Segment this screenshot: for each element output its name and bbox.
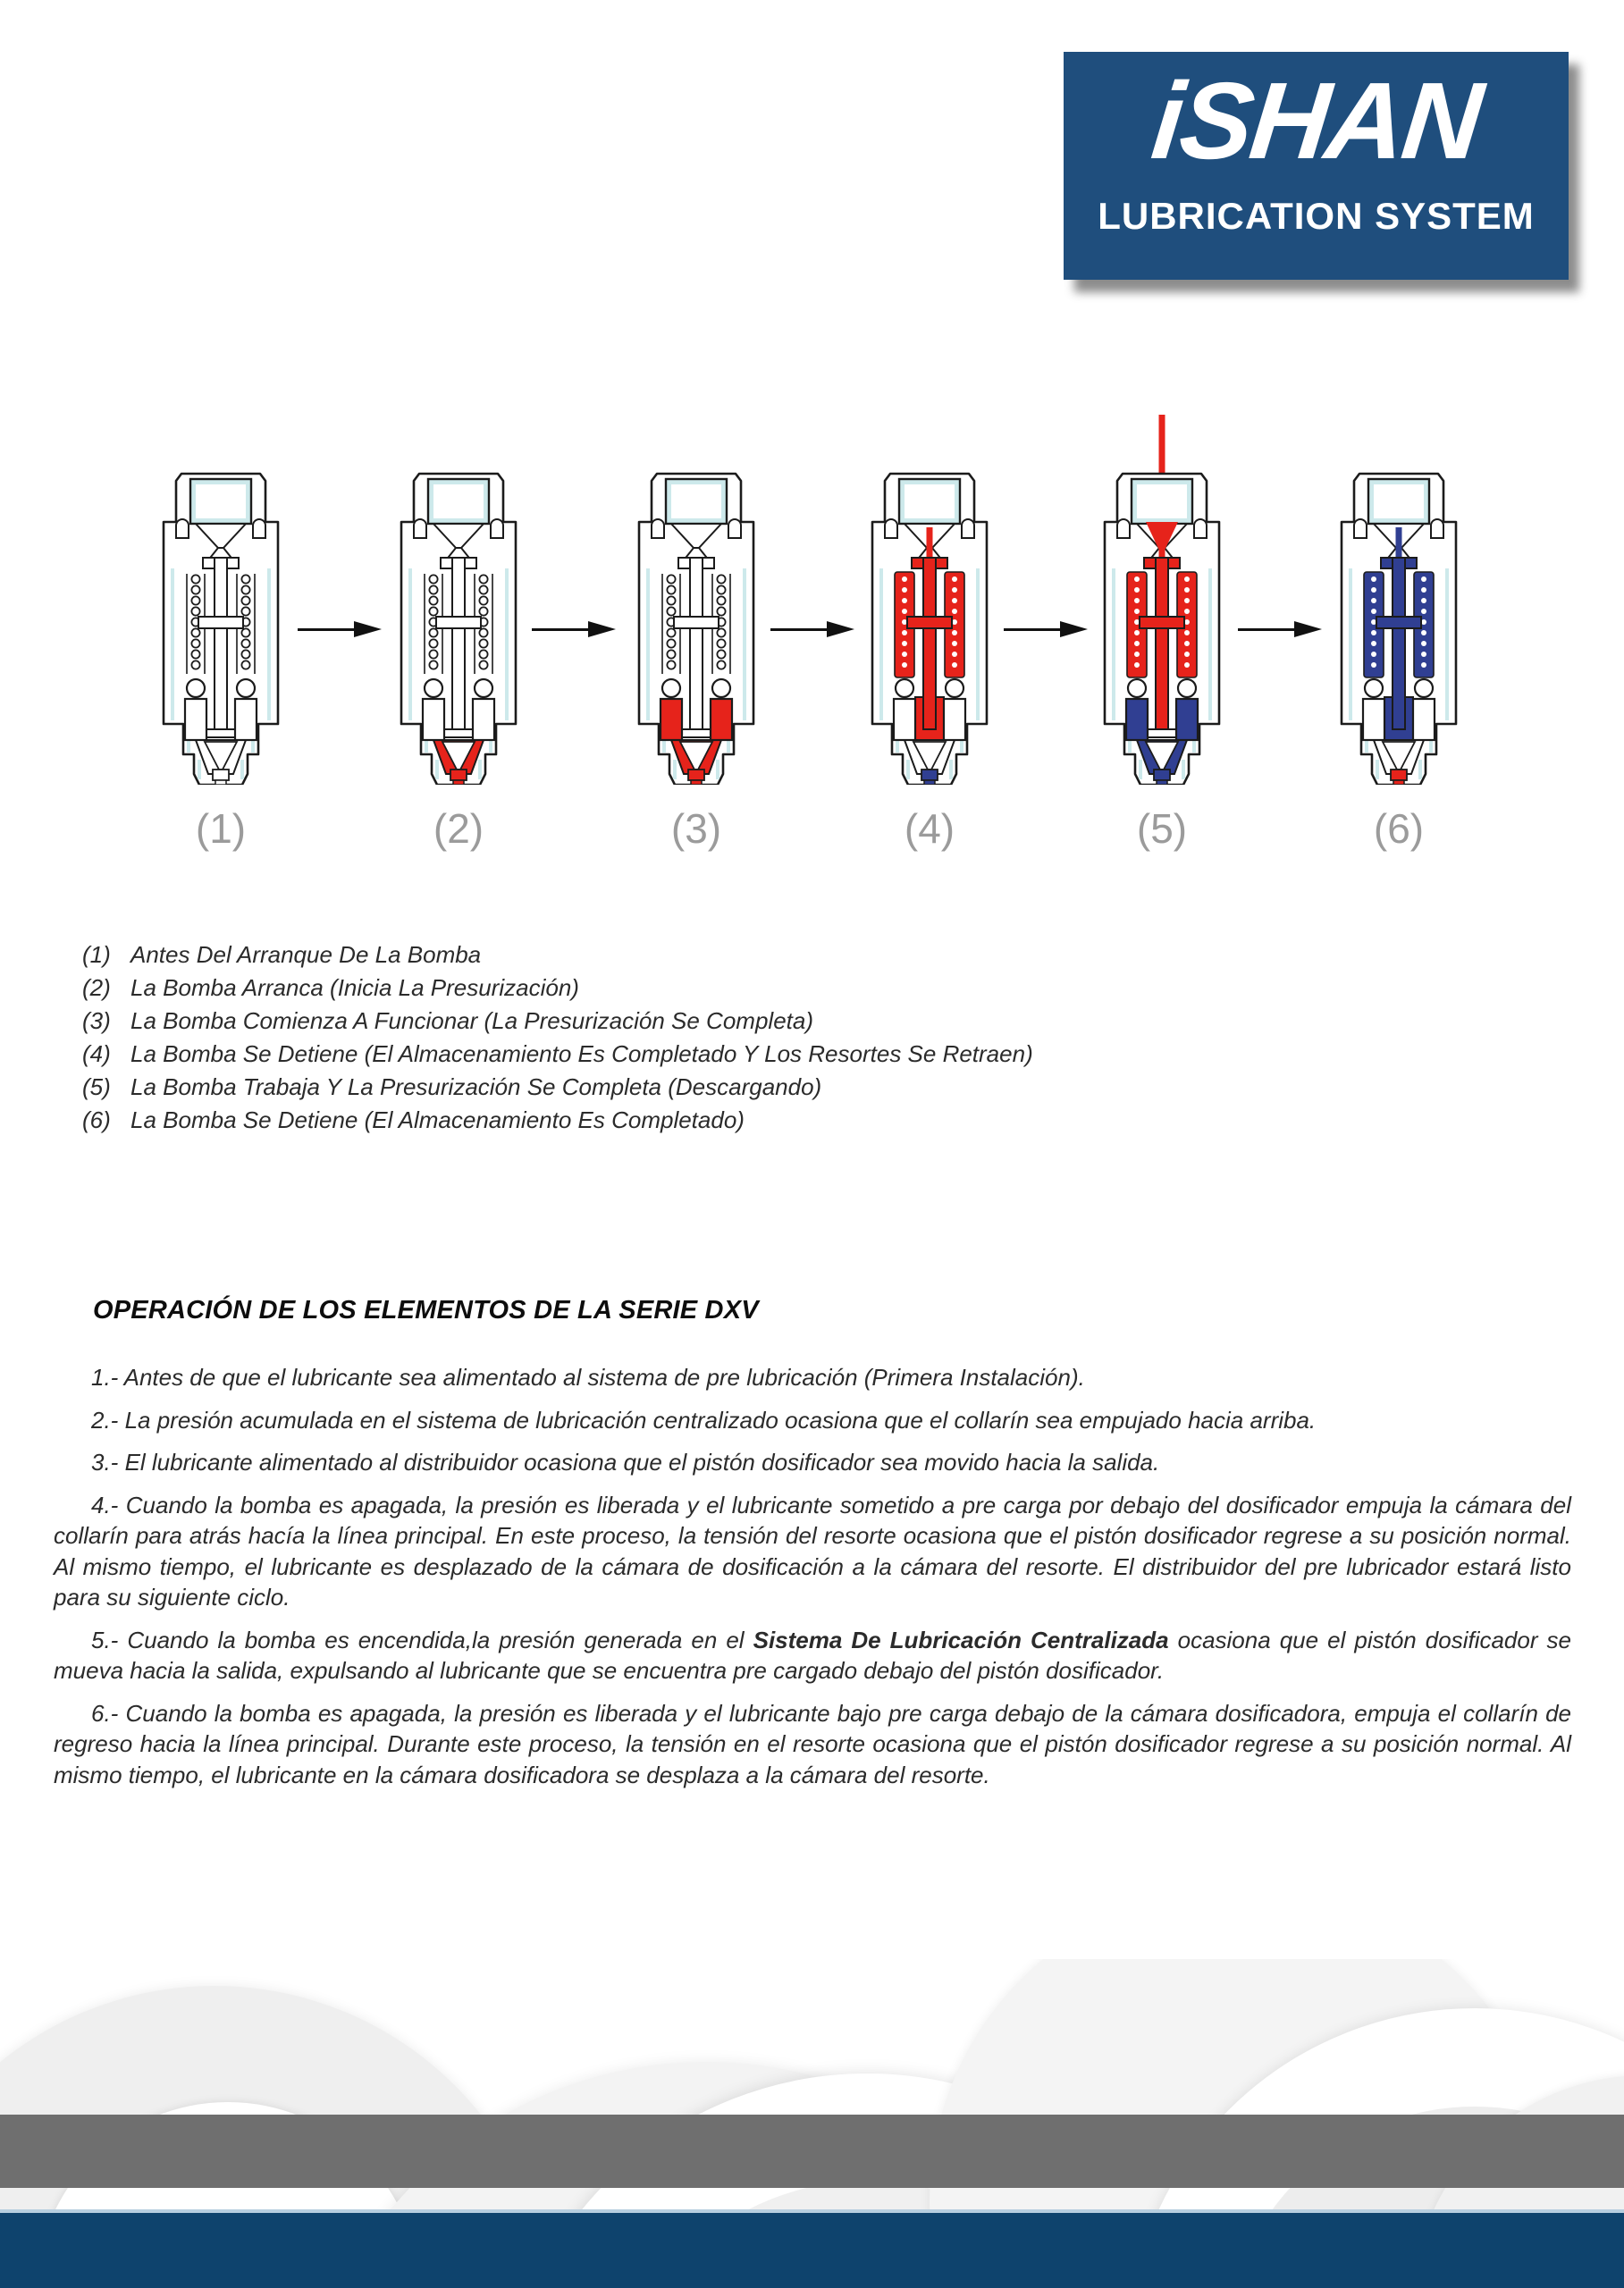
valve-cross-section xyxy=(634,411,759,785)
stage-label-2: (2) xyxy=(433,805,484,852)
list-item-number: (1) xyxy=(82,941,111,968)
valve-cross-section xyxy=(396,411,521,785)
footer-navy-bar xyxy=(0,2213,1624,2288)
valve-stage-1 xyxy=(158,411,283,785)
list-item xyxy=(82,1104,1033,1137)
valve-stage-5 xyxy=(1099,411,1224,785)
list-item xyxy=(82,1038,1033,1071)
flow-arrow-icon xyxy=(770,621,855,637)
stage-legend-list xyxy=(82,938,1033,1137)
list-item xyxy=(82,1071,1033,1104)
flow-arrow-icon xyxy=(298,621,383,637)
list-item-text: Antes Del Arranque De La Bomba xyxy=(130,941,482,968)
list-item-text: La Bomba Se Detiene (El Almacenamiento Es Completado) xyxy=(130,1106,745,1133)
valve-stage-4 xyxy=(867,411,992,785)
paragraph: 2.- La presión acumulada en el sistema de lubricación centralizado ocasiona que el collarín sea empujado hacia arriba. xyxy=(91,1406,1317,1434)
list-item-text: La Bomba Se Detiene (El Almacenamiento Es Completado Y Los Resortes Se Retraen) xyxy=(130,1040,1033,1067)
list-item xyxy=(82,938,1033,972)
flow-arrow-icon xyxy=(532,621,617,637)
list-item-number: (6) xyxy=(82,1106,111,1133)
flow-arrow-icon xyxy=(1004,621,1089,637)
flow-arrow-icon xyxy=(1238,621,1323,637)
list-item-text: La Bomba Trabaja Y La Presurización Se Completa (Descargando) xyxy=(130,1073,822,1100)
stage-label-3: (3) xyxy=(670,805,722,852)
list-item xyxy=(82,1005,1033,1038)
paragraph: 3.- El lubricante alimentado al distribuidor ocasiona que el pistón dosificador sea movido hacia la salida. xyxy=(91,1449,1160,1476)
list-item-number: (2) xyxy=(82,974,111,1001)
section-heading: OPERACIÓN DE LOS ELEMENTOS DE LA SERIE DXV xyxy=(93,1296,759,1325)
stage-label-4: (4) xyxy=(904,805,955,852)
list-item-text: La Bomba Comienza A Funcionar (La Presurización Se Completa) xyxy=(130,1007,813,1034)
footer-gray-band xyxy=(0,2115,1624,2188)
valve-stage-2 xyxy=(396,411,521,785)
brand-subtitle: LUBRICATION SYSTEM xyxy=(1098,195,1535,237)
valve-stage-6 xyxy=(1336,411,1461,785)
list-item-number: (4) xyxy=(82,1040,111,1067)
paragraph: 6.- Cuando la bomba es apagada, la presión es liberada y el lubricante bajo pre carga debajo de la cámara dosificadora, empuja el collarín de regreso hacia la línea principal. Durante este proceso, la tensión en el resorte ocasiona que el pistón dosificador regrese a su posición normal. Al mismo tiempo, el lubricante en la cámara dosificadora se desplaza a la cámara del resorte. xyxy=(54,1699,1571,1788)
list-item-text: La Bomba Arranca (Inicia La Presurización) xyxy=(130,974,579,1001)
valve-cross-section xyxy=(867,411,992,785)
paragraph: 1.- Antes de que el lubricante sea alimentado al sistema de pre lubricación (Primera Instalación). xyxy=(91,1364,1085,1391)
list-item-number: (3) xyxy=(82,1007,111,1034)
valve-stage-3 xyxy=(634,411,759,785)
stage-label-5: (5) xyxy=(1136,805,1188,852)
valve-cross-section xyxy=(1099,411,1224,785)
list-item xyxy=(82,972,1033,1005)
list-item-number: (5) xyxy=(82,1073,111,1100)
section-body xyxy=(54,1362,1571,1802)
valve-cross-section xyxy=(158,411,283,785)
valve-cross-section xyxy=(1336,411,1461,785)
brand-wordmark: iSHAN xyxy=(1147,60,1485,181)
stage-label-6: (6) xyxy=(1373,805,1425,852)
paragraph: 5.- Cuando la bomba es encendida,la presión generada en el Sistema De Lubricación Centralizada ocasiona que el pistón dosificador se mueva hacia la salida, expulsando al lubricante que se encuentra pre cargado debajo del pistón dosificador. xyxy=(54,1626,1571,1684)
brand-logo xyxy=(1064,52,1569,280)
stage-label-1: (1) xyxy=(195,805,247,852)
paragraph: 4.- Cuando la bomba es apagada, la presión es liberada y el lubricante sometido a pre carga por debajo del dosificador empuja la cámara del collarín para atrás hacía la línea principal. En este proceso, la tensión del resorte ocasiona que el pistón dosificador regrese a su posición normal. Al mismo tiempo, el lubricante es desplazado de la cámara de dosificación a la cámara del resorte. El distribuidor del pre lubricador estará listo para su siguiente ciclo. xyxy=(54,1491,1571,1611)
